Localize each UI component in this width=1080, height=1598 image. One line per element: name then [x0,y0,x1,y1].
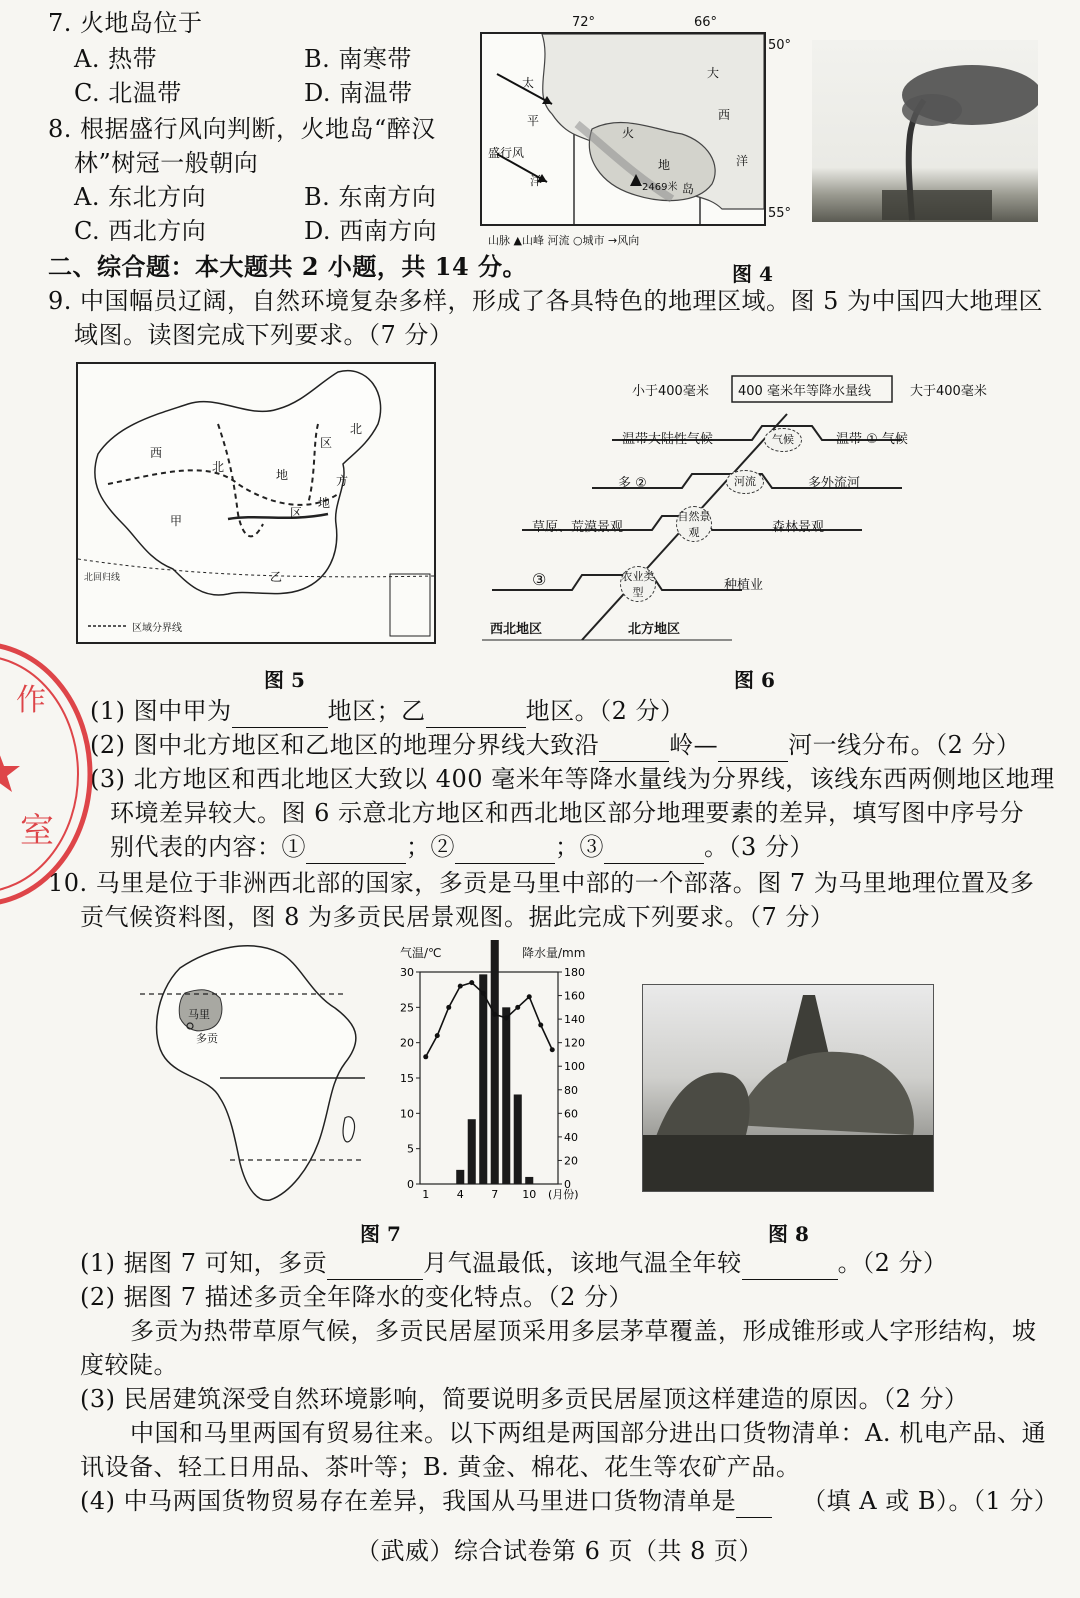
fig5-label-di: 地 [276,468,289,482]
q9-sub3-blank2[interactable] [455,839,555,864]
fig5-label-qu: 区 [290,506,303,520]
fig5-caption: 图 5 [264,668,305,692]
temp-tick-label: 5 [407,1142,414,1156]
q9-sub1-blank2[interactable] [426,703,526,728]
q9-sub1-a: (1) 图中甲为 [90,697,232,725]
fig4-ocean-west-3: 洋 [530,174,543,188]
q9-sub2-a: (2) 图中北方地区和乙地区的地理分界线大致沿 [90,731,600,759]
precip-tick-label: 20 [564,1154,578,1168]
fig6-bottom-left: 西北地区 [490,622,543,637]
fig4-island-1: 火 [622,126,635,140]
q9-sub2-b: 岭— [669,731,719,759]
q9-sub3-line2: 环境差异较大。图 6 示意北方地区和西北地区部分地理要素的差异，填写图中序号分 [110,799,1025,827]
q10-paragraph2-line1: 中国和马里两国有贸易往来。以下两组是两国部分进出口货物清单：A. 机电产品、通 [130,1419,1047,1447]
climate-chart-svg [390,940,610,1210]
figure-6-diagram [462,370,1042,650]
temp-tick-label: 15 [400,1072,414,1085]
fig5-label-qu2: 区 [320,436,333,450]
q9-sub1 [90,694,685,728]
month-tick-label: 1 [422,1188,430,1201]
stamp-text-2: 室 [20,811,55,851]
q10-sub1-b: 月气温最低，该地气温全年较 [423,1249,742,1277]
temp-tick-label: 0 [407,1178,414,1191]
figure-5-china-map [76,362,436,644]
temperature-point [481,991,486,996]
fig6-r1-mid: 气候 [764,428,802,452]
temperature-line [426,983,553,1057]
q9-sub1-b: 地区；乙 [327,697,426,725]
fig5-label-yi: 乙 [270,570,283,584]
temp-tick-label: 10 [400,1107,414,1121]
q10-sub3: (3) 民居建筑深受自然环境影响，简要说明多贡民居屋顶这样建造的原因。（2 分） [80,1385,969,1413]
q9-sub3-f: 。（3 分） [704,833,814,861]
fig6-r3-mid: 自然景观 [676,506,712,542]
fig8-caption: 图 8 [768,1222,809,1246]
precip-bar [514,1094,522,1184]
fig7-caption: 图 7 [360,1222,401,1246]
fig5-label-bei: 北 [212,460,225,474]
q8-option-c: C. 西北方向 [74,217,207,245]
precip-tick-label: 140 [564,1013,585,1027]
x-unit-label: (月份) [548,1188,579,1201]
q9-sub3-d: ；② [406,833,455,861]
fig4-caption: 图 4 [732,262,773,286]
fig4-wind-label: 盛行风 [488,146,525,160]
fig4-ocean-west-2: 平 [527,114,540,128]
fig6-r4-left: ③ [532,570,547,589]
q7-stem: 7. 火地岛位于 [48,9,203,37]
fig4-peak-label: 2469米 [642,182,678,193]
fig7-ylabel-left: 气温/℃ [400,946,442,960]
fig4-island-2: 地 [658,158,671,172]
fig6-r3-right: 森林景观 [772,520,825,535]
q9-sub2 [90,728,1021,762]
fig6-right-top: 大于400毫米 [910,384,987,399]
fig4-lat-55: 55° [768,206,792,221]
fig4-legend: 山脉 ▲山峰 河流 ○城市 →风向 [488,234,640,247]
temperature-point [538,1023,543,1028]
q10-paragraph1-line2: 度较陡。 [80,1351,178,1379]
q10-sub4-blank[interactable] [736,1493,772,1518]
fig6-r1-left: 温带大陆性气候 [622,432,714,447]
temperature-point [423,1054,428,1059]
precip-bar [502,1007,510,1184]
q9-sub3-line1: (3) 北方地区和西北地区大致以 400 毫米年等降水量线为分界线，该线东西两侧地区地理 [90,765,1055,793]
stamp-text-1: 作 [16,683,47,718]
fig6-caption: 图 6 [734,668,775,692]
month-tick-label: 10 [522,1188,537,1201]
month-tick-label: 4 [456,1188,464,1201]
fig4-lon-72: 72° [572,15,596,30]
month-tick-label: 7 [491,1188,499,1201]
q10-sub1-blank1[interactable] [327,1255,423,1280]
fig4-ocean-east-1: 大 [707,66,720,80]
precip-tick-label: 100 [564,1060,585,1074]
temperature-point [550,1047,555,1052]
precip-tick-label: 40 [564,1130,578,1144]
q10-paragraph1-line1: 多贡为热带草原气候，多贡民居屋顶采用多层茅草覆盖，形成锥形或人字形结构，坡 [130,1317,1037,1345]
temp-tick-label: 20 [400,1036,414,1050]
fig7-ylabel-right: 降水量/mm [522,946,586,960]
drunken-tree-photo [812,40,1038,222]
fig5-label-di2: 地 [318,496,331,510]
q10-sub1-blank2[interactable] [742,1255,838,1280]
q10-sub4 [80,1484,1058,1518]
temperature-point [458,984,463,989]
fig6-left-top: 小于400毫米 [632,384,709,399]
q8-stem-line1: 8. 根据盛行风向判断，火地岛“醉汉 [48,115,436,143]
temperature-point [527,994,532,999]
q10-sub1 [80,1246,948,1280]
fig6-r2-left: 多 ② [618,476,647,491]
q8-option-b: B. 东南方向 [304,183,437,211]
figure-8-dwelling-photo [642,984,934,1192]
precip-tick-label: 0 [564,1178,571,1191]
fig4-ocean-east-3: 洋 [736,154,749,168]
fig7-mali-label: 马里 [188,1008,210,1021]
temperature-point [504,1015,509,1020]
precip-bar [456,1170,464,1184]
figure-4-map [480,32,766,226]
q10-line2: 贡气候资料图，图 8 为多贡民居景观图。据此完成下列要求。（7 分） [80,903,835,931]
precip-bar [468,1119,476,1184]
precip-tick-label: 80 [564,1083,578,1097]
fig5-legend: 区域分界线 [132,623,182,634]
temperature-point [446,1005,451,1010]
figure-7-africa-map [140,938,370,1208]
fig6-r3-left: 草原、荒漠景观 [532,520,624,535]
q9-sub3-c: 别代表的内容：① [110,833,306,861]
fig6-r4-right: 种植业 [724,578,764,593]
q8-option-d: D. 西南方向 [304,217,438,245]
temperature-point [469,980,474,985]
q9-sub1-c: 地区。（2 分） [525,697,685,725]
temperature-point [492,1012,497,1017]
q9-sub2-blank1[interactable] [599,737,669,762]
q8-stem-line2: 林”树冠一般朝向 [74,149,259,177]
fig5-label-jia: 甲 [170,514,183,528]
q9-line1: 9. 中国幅员辽阔，自然环境复杂多样，形成了各具特色的地理区域。图 5 为中国四大地理区 [48,287,1044,315]
page-footer: （武威）综合试卷第 6 页（共 8 页） [356,1537,764,1565]
q9-sub3-blank1[interactable] [306,839,406,864]
fig6-bottom-right: 北方地区 [628,622,681,637]
precip-bar [525,1177,533,1184]
q10-sub1-a: (1) 据图 7 可知，多贡 [80,1249,328,1277]
fig4-ocean-east-2: 西 [718,108,731,122]
fig7-duogong-label: 多贡 [196,1032,218,1045]
precip-tick-label: 180 [564,966,585,979]
q10-sub2: (2) 据图 7 描述多贡全年降水的变化特点。（2 分） [80,1283,634,1311]
fig4-lon-66: 66° [694,15,718,30]
q7-option-a: A. 热带 [74,45,158,73]
q9-sub3-line3 [110,830,814,864]
q9-sub3-blank3[interactable] [604,839,704,864]
q10-sub4-b: （填 A 或 B）。（1 分） [802,1487,1059,1515]
fig6-r2-right: 多外流河 [808,476,861,491]
fig6-r4-mid: 农业类型 [620,566,656,602]
q7-option-b: B. 南寒带 [304,45,412,73]
q9-sub2-blank2[interactable] [718,737,788,762]
red-seal-stamp [0,634,110,914]
temperature-point [515,1005,520,1010]
q9-sub3-e: ；③ [555,833,604,861]
q10-sub4-a: (4) 中马两国货物贸易存在差异，我国从马里进口货物清单是 [80,1487,737,1515]
precip-tick-label: 120 [564,1036,585,1050]
precip-bar [491,940,499,1184]
precip-tick-label: 60 [564,1107,578,1121]
precip-bar [479,974,487,1184]
fig4-lat-50: 50° [768,38,792,53]
fig6-center-top: 400 毫米年等降水量线 [738,384,871,399]
temp-tick-label: 25 [400,1001,414,1015]
q7-option-c: C. 北温带 [74,79,182,107]
fig6-r1-right: 温带 ① 气候 [836,432,908,447]
q10-line1: 10. 马里是位于非洲西北部的国家，多贡是马里中部的一个部落。图 7 为马里地理位置及多 [48,869,1035,897]
q9-line2: 域图。读图完成下列要求。（7 分） [74,321,454,349]
q7-option-d: D. 南温带 [304,79,413,107]
fig5-label-xi: 西 [150,446,163,460]
precip-tick-label: 160 [564,989,585,1003]
fig5-tropic-label: 北回归线 [84,573,121,583]
q10-paragraph2-line2: 讯设备、轻工日用品、茶叶等；B. 黄金、棉花、花生等农矿产品。 [80,1453,801,1481]
fig6-r2-mid: 河流 [726,470,764,494]
q10-sub1-c: 。（2 分） [837,1249,948,1277]
fig5-label-fang: 方 [336,474,349,488]
fig4-ocean-west-1: 太 [522,76,535,90]
fig4-island-3: 岛 [682,182,695,196]
q9-sub1-blank1[interactable] [232,703,328,728]
q9-sub2-c: 河一线分布。（2 分） [788,731,1021,759]
figure-7-climate-chart [390,940,610,1210]
section-heading: 二、综合题：本大题共 2 小题，共 14 分。 [48,252,528,281]
fig5-label-bei2: 北 [350,422,363,436]
q8-option-a: A. 东北方向 [74,183,207,211]
temperature-point [435,1033,440,1038]
temp-tick-label: 30 [400,966,414,979]
